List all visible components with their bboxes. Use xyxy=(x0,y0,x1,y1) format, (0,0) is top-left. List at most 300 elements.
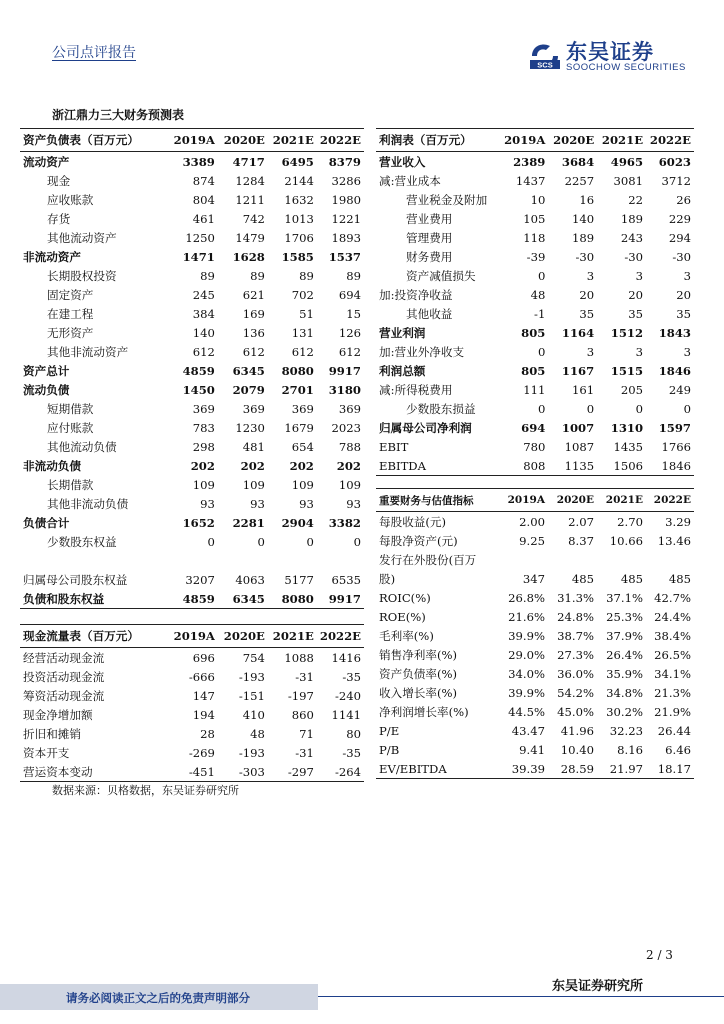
cell-value: 202 xyxy=(336,458,361,473)
table-row xyxy=(20,648,364,668)
table-row xyxy=(20,380,364,399)
cell-value: 369 xyxy=(192,401,215,416)
cell-value: 48 xyxy=(530,287,546,302)
row-label: 非流动负债 xyxy=(23,458,81,473)
row-label: 固定资产 xyxy=(47,287,94,302)
row-label: 营业费用 xyxy=(406,211,453,226)
cell-value: 461 xyxy=(192,211,215,226)
cell-value: 6345 xyxy=(218,589,268,609)
cell-value: 39.9% xyxy=(508,628,545,643)
cell-value: 109 xyxy=(338,477,361,492)
cell-value: 189 xyxy=(620,211,644,226)
cell-value: 0 xyxy=(353,534,361,549)
cell-value: 29.0% xyxy=(508,647,545,662)
cell-value: -451 xyxy=(170,762,218,782)
cell-value: 0 xyxy=(306,534,314,549)
row-label: 少数股东损益 xyxy=(406,401,476,416)
cell-value: 36.0% xyxy=(557,666,594,681)
cell-value: 136 xyxy=(242,325,265,340)
cell-value: 1164 xyxy=(561,325,595,340)
table-row xyxy=(376,702,694,721)
cell-value: 9917 xyxy=(328,363,361,378)
table-row xyxy=(376,190,694,209)
table-row xyxy=(376,399,694,418)
cell-value: 1515 xyxy=(610,363,644,378)
cell-value: 1167 xyxy=(561,363,595,378)
cell-value: -197 xyxy=(287,688,314,703)
brand-mark-text: SCS xyxy=(537,60,553,70)
cell-value: 28.59 xyxy=(548,759,597,779)
cell-value: 169 xyxy=(242,306,265,321)
row-label: 无形资产 xyxy=(47,325,94,340)
table-row xyxy=(376,323,694,342)
row-label xyxy=(20,551,170,570)
row-label: 其他收益 xyxy=(406,306,453,321)
cell-value: 3 xyxy=(683,344,691,359)
table-row xyxy=(376,437,694,456)
table-row xyxy=(376,304,694,323)
cell-value: -30 xyxy=(624,249,644,264)
row-label: 负债和股东权益 xyxy=(20,589,170,609)
table-row xyxy=(20,247,364,266)
table-row xyxy=(20,209,364,228)
cell-value: -30 xyxy=(575,249,595,264)
cell-value: 1250 xyxy=(185,230,215,245)
cell-value: 2079 xyxy=(232,382,265,397)
brand-logo xyxy=(528,38,686,74)
row-label: 加:营业外净收支 xyxy=(379,344,465,359)
cell-value: 35 xyxy=(579,306,595,321)
cell-value: 89 xyxy=(346,268,361,283)
cell-value: 9917 xyxy=(317,589,364,609)
cell-value: 34.1% xyxy=(654,666,691,681)
row-label: 其他流动资产 xyxy=(47,230,117,245)
row-label: 应收账款 xyxy=(47,192,94,207)
table-row xyxy=(376,266,694,285)
cell-value: 1706 xyxy=(284,230,314,245)
column-header: 2022E xyxy=(646,129,694,152)
cell-value: 3 xyxy=(586,268,595,283)
table-row xyxy=(20,494,364,513)
cell-value: 26.8% xyxy=(508,590,545,605)
cell-value: -35 xyxy=(342,745,361,760)
cell-value: 18.17 xyxy=(646,759,694,779)
cell-value: 202 xyxy=(240,458,265,473)
cell-value xyxy=(597,550,646,569)
cell-value: 21.6% xyxy=(508,609,545,624)
cell-value: 3389 xyxy=(182,154,215,169)
cell-value: 10.66 xyxy=(609,533,643,548)
table-row xyxy=(20,437,364,456)
row-label: 现金净增加额 xyxy=(23,707,93,722)
cell-value: 54.2% xyxy=(557,685,594,700)
cell-value: 2.00 xyxy=(519,514,545,529)
row-label: ROE(%) xyxy=(379,609,426,624)
cell-value: 1632 xyxy=(284,192,314,207)
table-row xyxy=(20,152,364,172)
row-label: 加:投资净收益 xyxy=(379,287,453,302)
cell-value: 0 xyxy=(635,401,644,416)
row-label: 现金 xyxy=(47,173,71,188)
cell-value: 1450 xyxy=(182,382,215,397)
column-header: 2022E xyxy=(646,489,694,512)
cell-value: 229 xyxy=(668,211,691,226)
cell-value xyxy=(218,551,268,570)
cell-value: 369 xyxy=(338,401,361,416)
row-label: 资产总计 xyxy=(23,363,70,378)
cell-value: 89 xyxy=(250,268,265,283)
footer-org: 东吴证券研究所 xyxy=(552,979,644,994)
cell-value: 109 xyxy=(192,477,215,492)
row-label: 在建工程 xyxy=(47,306,94,321)
cell-value: 24.4% xyxy=(654,609,691,624)
cell-value xyxy=(170,551,218,570)
row-label: 资产负债率(%) xyxy=(379,666,458,681)
cell-value: 51 xyxy=(299,306,314,321)
cell-value: 808 xyxy=(501,456,548,476)
cell-value: 1843 xyxy=(658,325,691,340)
brand-mark-icon xyxy=(528,40,562,72)
cell-value: 25.3% xyxy=(606,609,643,624)
column-header: 2020E xyxy=(218,129,268,152)
cell-value: 21.9% xyxy=(654,704,691,719)
cell-value: 694 xyxy=(521,420,546,435)
cell-value: 13.46 xyxy=(657,533,691,548)
cell-value: 485 xyxy=(668,571,691,586)
cell-value: 39.39 xyxy=(502,759,548,779)
brand-name-en: SOOCHOW SECURITIES xyxy=(566,62,686,73)
cell-value: 9.25 xyxy=(519,533,545,548)
cell-value: 111 xyxy=(523,382,546,397)
cell-value: 3286 xyxy=(331,173,361,188)
cell-value: 1980 xyxy=(331,192,361,207)
cell-value: 0 xyxy=(537,268,546,283)
cell-value: 2281 xyxy=(232,515,265,530)
cell-value: 245 xyxy=(192,287,215,302)
cell-value: 1846 xyxy=(646,456,694,476)
cell-value: 481 xyxy=(242,439,265,454)
cell-value: -240 xyxy=(334,688,361,703)
cell-value: 3.29 xyxy=(665,514,691,529)
cell-value: 860 xyxy=(291,707,314,722)
row-label: 营业利润 xyxy=(379,325,426,340)
table-row xyxy=(376,152,694,172)
cell-value: 8080 xyxy=(281,363,314,378)
row-label: 财务费用 xyxy=(406,249,453,264)
cell-value: 1230 xyxy=(235,420,265,435)
table-row xyxy=(20,361,364,380)
cell-value: 45.0% xyxy=(557,704,594,719)
table-row xyxy=(376,645,694,664)
cell-value: 1628 xyxy=(232,249,265,264)
cell-value: 1310 xyxy=(610,420,644,435)
cell-value: 93 xyxy=(346,496,361,511)
column-header: 2019A xyxy=(501,129,548,152)
cell-value: 874 xyxy=(192,173,215,188)
cell-value: 24.8% xyxy=(557,609,594,624)
cell-value: 805 xyxy=(521,325,546,340)
cell-value: 71 xyxy=(299,726,314,741)
table-row xyxy=(376,418,694,437)
cell-value: 1087 xyxy=(564,439,595,454)
row-label: 其他非流动负债 xyxy=(47,496,129,511)
cell-value: 1284 xyxy=(235,173,265,188)
cell-value: 93 xyxy=(200,496,215,511)
cell-value: 1007 xyxy=(561,420,595,435)
cell-value: 109 xyxy=(242,477,265,492)
column-header: 2019A xyxy=(170,625,218,648)
table-row xyxy=(20,570,364,589)
cell-value: -151 xyxy=(238,688,265,703)
row-label: 减:营业成本 xyxy=(379,173,441,188)
cell-value: 6.46 xyxy=(665,742,691,757)
row-label: 管理费用 xyxy=(406,230,453,245)
row-label: 销售净利率(%) xyxy=(379,647,458,662)
cell-value: 702 xyxy=(291,287,314,302)
row-label: EBITDA xyxy=(376,456,501,476)
cell-value: 1471 xyxy=(182,249,215,264)
income-statement-panel xyxy=(376,128,694,476)
cell-value: 1597 xyxy=(658,420,691,435)
cell-value: 4063 xyxy=(235,572,265,587)
table-row xyxy=(20,266,364,285)
cell-value: 1512 xyxy=(610,325,644,340)
cell-value: 1437 xyxy=(515,173,546,188)
cell-value: 93 xyxy=(250,496,265,511)
table-row xyxy=(376,171,694,190)
report-type: 公司点评报告 xyxy=(52,45,136,61)
table-row xyxy=(376,228,694,247)
cell-value: 0 xyxy=(586,401,595,416)
row-label: 归属母公司股东权益 xyxy=(23,572,128,587)
row-label: 营业税金及附加 xyxy=(406,192,488,207)
cell-value: 805 xyxy=(521,363,546,378)
cell-value: 2023 xyxy=(331,420,361,435)
cell-value: 369 xyxy=(242,401,265,416)
cell-value: 109 xyxy=(291,477,314,492)
table-row xyxy=(20,456,364,475)
row-label: 负债合计 xyxy=(23,515,70,530)
brand-name-cn: 东吴证券 xyxy=(566,40,654,64)
cell-value: -39 xyxy=(526,249,546,264)
cell-value: 1141 xyxy=(331,707,361,722)
cell-value: 612 xyxy=(192,344,215,359)
row-label: 其他非流动资产 xyxy=(47,344,129,359)
table-row xyxy=(376,550,694,569)
cell-value: 147 xyxy=(192,688,215,703)
cell-value xyxy=(502,550,548,569)
cell-value: 35 xyxy=(676,306,691,321)
cell-value: 2257 xyxy=(564,173,595,188)
data-source-note: 数据来源：贝格数据，东吴证券研究所 xyxy=(52,784,239,797)
column-header: 2020E xyxy=(548,129,597,152)
cell-value: 249 xyxy=(668,382,691,397)
row-label: 少数股东权益 xyxy=(47,534,117,549)
table-row xyxy=(20,304,364,323)
cell-value: 118 xyxy=(523,230,546,245)
income-statement-table xyxy=(376,128,694,476)
row-label: 营业收入 xyxy=(379,154,426,169)
row-label: 收入增长率(%) xyxy=(379,685,458,700)
cell-value: -264 xyxy=(317,762,364,782)
cell-value: 189 xyxy=(572,230,595,245)
cell-value: 694 xyxy=(338,287,361,302)
cell-value: 4965 xyxy=(610,154,644,169)
table-row xyxy=(20,190,364,209)
cell-value: -31 xyxy=(295,745,314,760)
cell-value: 1435 xyxy=(613,439,644,454)
balance-sheet-table xyxy=(20,128,364,609)
table-row xyxy=(20,323,364,342)
table-row xyxy=(376,531,694,550)
table-row xyxy=(20,171,364,190)
row-label: 流动负债 xyxy=(23,382,70,397)
table-row xyxy=(376,380,694,399)
row-label: 流动资产 xyxy=(23,154,70,169)
row-label: 资本开支 xyxy=(23,745,70,760)
cell-value: 3382 xyxy=(328,515,361,530)
cell-value: 26.4% xyxy=(606,647,643,662)
cell-value: 140 xyxy=(572,211,595,226)
cell-value: 22 xyxy=(628,192,644,207)
row-label: 经营活动现金流 xyxy=(23,650,105,665)
cell-value: 42.7% xyxy=(654,590,691,605)
row-label: 折旧和摊销 xyxy=(23,726,81,741)
cell-value: 8080 xyxy=(268,589,317,609)
cell-value: 612 xyxy=(338,344,361,359)
cell-value: 89 xyxy=(299,268,314,283)
cell-value: 21.3% xyxy=(654,685,691,700)
row-label: 短期借款 xyxy=(47,401,94,416)
cell-value: -193 xyxy=(238,669,265,684)
cell-value: 612 xyxy=(291,344,314,359)
table-title: 重要财务与估值指标 xyxy=(376,489,502,512)
footer-divider xyxy=(318,996,724,997)
cell-value: 294 xyxy=(668,230,691,245)
cell-value: 1135 xyxy=(548,456,597,476)
cell-value: 2389 xyxy=(513,154,546,169)
column-header: 2021E xyxy=(597,129,646,152)
cell-value: 783 xyxy=(192,420,215,435)
table-row xyxy=(20,667,364,686)
cell-value: 3 xyxy=(586,344,595,359)
table-row xyxy=(376,285,694,304)
footer-disclaimer: 请务必阅读正文之后的免责声明部分 xyxy=(66,991,250,1005)
row-label: EBIT xyxy=(379,439,409,454)
cell-value: 754 xyxy=(242,650,265,665)
cash-flow-table xyxy=(20,624,364,782)
cell-value: 43.47 xyxy=(511,723,545,738)
cell-value: 202 xyxy=(289,458,314,473)
cell-value: 2904 xyxy=(281,515,314,530)
cell-value: 485 xyxy=(620,571,643,586)
cell-value: 2.07 xyxy=(568,514,594,529)
cell-value: 194 xyxy=(192,707,215,722)
column-header: 2020E xyxy=(548,489,597,512)
cell-value xyxy=(268,551,317,570)
valuation-table xyxy=(376,488,694,779)
column-header: 2020E xyxy=(218,625,268,648)
row-label: 资产减值损失 xyxy=(406,268,476,283)
cell-value: 804 xyxy=(192,192,215,207)
row-label: 应付账款 xyxy=(47,420,94,435)
cell-value: 3180 xyxy=(328,382,361,397)
row-label: 净利润增长率(%) xyxy=(379,704,469,719)
cell-value: 654 xyxy=(291,439,314,454)
cell-value: 788 xyxy=(338,439,361,454)
cell-value: 3207 xyxy=(185,572,215,587)
row-label: 每股净资产(元) xyxy=(379,533,458,548)
table-row xyxy=(20,342,364,361)
cell-value: 20 xyxy=(676,287,691,302)
cell-value: -303 xyxy=(218,762,268,782)
cell-value: 48 xyxy=(250,726,265,741)
column-header: 2021E xyxy=(268,625,317,648)
cell-value: 34.0% xyxy=(508,666,545,681)
row-label: 发行在外股份(百万 xyxy=(379,552,477,567)
row-label: P/B xyxy=(379,742,400,757)
cell-value: 37.1% xyxy=(606,590,643,605)
column-header: 2021E xyxy=(597,489,646,512)
cell-value: 2144 xyxy=(284,173,314,188)
cell-value: 39.9% xyxy=(508,685,545,700)
cell-value: 696 xyxy=(192,650,215,665)
cell-value: 1652 xyxy=(182,515,215,530)
table-row xyxy=(20,724,364,743)
column-header: 2019A xyxy=(170,129,218,152)
row-label: 股) xyxy=(379,571,396,586)
table-row xyxy=(20,513,364,532)
page-title: 浙江鼎力三大财务预测表 xyxy=(52,108,185,122)
cell-value: 131 xyxy=(291,325,314,340)
cell-value: 38.7% xyxy=(557,628,594,643)
cell-value: 3712 xyxy=(661,173,691,188)
table-row xyxy=(376,209,694,228)
cell-value xyxy=(646,550,694,569)
cell-value: 1221 xyxy=(331,211,361,226)
cell-value: -35 xyxy=(342,669,361,684)
table-row xyxy=(20,705,364,724)
cell-value: 3081 xyxy=(613,173,644,188)
cell-value: 161 xyxy=(572,382,595,397)
table-row xyxy=(376,247,694,266)
cell-value: 15 xyxy=(346,306,361,321)
cell-value: 8379 xyxy=(328,154,361,169)
cell-value: 80 xyxy=(346,726,361,741)
table-row xyxy=(20,399,364,418)
row-label: 营运资本变动 xyxy=(20,762,170,782)
table-title: 利润表（百万元） xyxy=(376,129,501,152)
cell-value: 4859 xyxy=(182,363,215,378)
cell-value: 16 xyxy=(579,192,595,207)
cell-value: 6023 xyxy=(658,154,691,169)
table-row xyxy=(20,743,364,762)
cell-value: 1679 xyxy=(284,420,314,435)
cell-value: 44.5% xyxy=(508,704,545,719)
cell-value: 37.9% xyxy=(606,628,643,643)
cell-value: 26 xyxy=(676,192,691,207)
cell-value: 35 xyxy=(628,306,644,321)
table-row xyxy=(376,361,694,380)
cell-value: 742 xyxy=(242,211,265,226)
table-row xyxy=(376,683,694,702)
cell-value: 0 xyxy=(683,401,691,416)
cell-value: 1416 xyxy=(331,650,361,665)
cell-value: 20 xyxy=(579,287,595,302)
row-label: 存货 xyxy=(47,211,71,226)
cell-value: 0 xyxy=(207,534,215,549)
cell-value: 202 xyxy=(190,458,215,473)
